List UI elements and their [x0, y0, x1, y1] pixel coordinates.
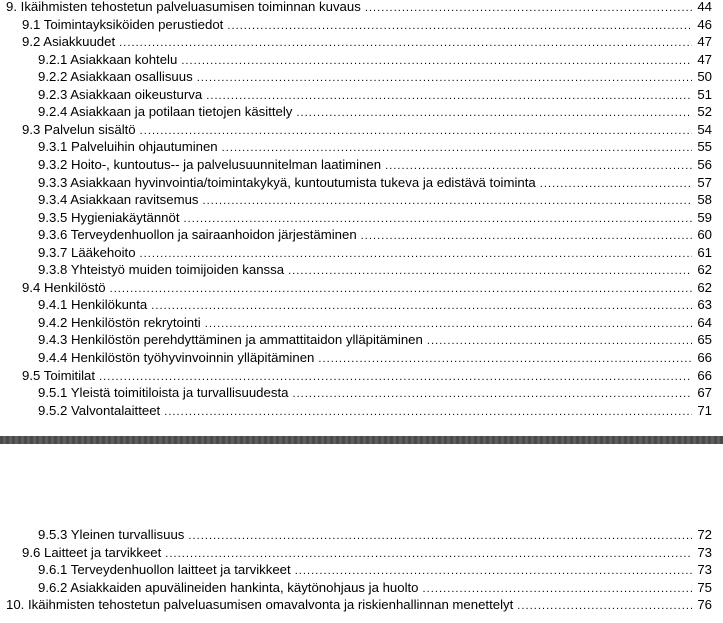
- toc-entry-title: 9.5.2 Valvontalaitteet: [38, 402, 161, 418]
- toc-entry[interactable]: [0, 384, 712, 401]
- toc-entry[interactable]: [0, 138, 712, 155]
- toc-entry-title: 9.3.8 Yhteistyö muiden toimijoiden kanssa: [38, 262, 285, 278]
- toc-entry[interactable]: [0, 296, 712, 313]
- toc-entry[interactable]: [0, 174, 712, 191]
- toc-entry[interactable]: [0, 279, 712, 296]
- toc-entry-title: 9.5.3 Yleinen turvallisuus: [38, 527, 185, 542]
- toc-entry-page-number: 54: [697, 121, 712, 137]
- toc-entry-title: 9.3.6 Terveydenhuollon ja sairaanhoidon järjestäminen: [38, 227, 357, 243]
- toc-dot-leader: [365, 0, 692, 17]
- toc-entry[interactable]: [0, 103, 712, 120]
- toc-entry-page-number: 63: [697, 297, 712, 313]
- toc-entry-title: 9.1 Toimintayksiköiden perustiedot: [22, 16, 224, 32]
- toc-entry-page-number: 71: [697, 402, 712, 418]
- toc-entry-page-number: 64: [697, 314, 712, 330]
- toc-entry-title: 9.4 Henkilöstö: [22, 279, 106, 295]
- toc-entry-page-number: 50: [697, 69, 712, 85]
- toc-entry-title: 9.4.3 Henkilöstön perehdyttäminen ja ammattitaidon ylläpitäminen: [38, 332, 423, 348]
- toc-dot-leader: [164, 404, 692, 421]
- toc-entry-page-number: 66: [697, 367, 712, 383]
- toc-entry-title: 9. Ikäihmisten tehostetun palveluasumisen toiminnan kuvaus: [6, 0, 361, 14]
- toc-dot-leader: [361, 228, 692, 245]
- toc-entry-page-number: 62: [697, 262, 712, 278]
- toc-entry-page-number: 58: [697, 192, 712, 208]
- toc-entry[interactable]: [0, 331, 712, 348]
- toc-dot-leader: [423, 581, 692, 598]
- toc-entry[interactable]: [0, 68, 712, 85]
- toc-dot-leader: [227, 18, 692, 35]
- toc-entry[interactable]: [0, 33, 712, 50]
- toc-entry-page-number: 62: [697, 279, 712, 295]
- toc-dot-leader: [197, 70, 692, 87]
- toc-entry-title: 9.3.3 Asiakkaan hyvinvointia/toimintakykyä, kuntoutumista tukeva ja edistävä toiminta: [38, 174, 536, 190]
- toc-entry[interactable]: [0, 16, 712, 33]
- toc-entry-page-number: 56: [697, 156, 712, 172]
- toc-entry[interactable]: [0, 244, 712, 261]
- toc-entry-title: 9.2 Asiakkuudet: [22, 34, 116, 50]
- toc-dot-leader: [110, 281, 692, 298]
- toc-entry[interactable]: [0, 261, 712, 278]
- toc-dot-leader: [318, 351, 692, 368]
- toc-entry-page-number: 73: [697, 544, 712, 560]
- toc-entry-title: 9.2.1 Asiakkaan kohtelu: [38, 51, 178, 67]
- toc-entry-title: 9.5.1 Yleistä toimitiloista ja turvallisuudesta: [38, 385, 289, 401]
- toc-dot-leader: [296, 105, 692, 122]
- toc-entry-title: 9.2.3 Asiakkaan oikeusturva: [38, 86, 203, 102]
- toc-entry-title: 9.3.4 Asiakkaan ravitsemus: [38, 192, 199, 208]
- toc-dot-leader: [99, 369, 692, 386]
- toc-entry[interactable]: [0, 0, 712, 15]
- toc-entry-page-number: 47: [697, 34, 712, 50]
- toc-entry-title: 9.2.4 Asiakkaan ja potilaan tietojen käsittely: [38, 104, 293, 120]
- toc-dot-leader: [151, 298, 692, 315]
- toc-dot-leader: [140, 246, 692, 263]
- toc-dot-leader: [119, 35, 692, 52]
- toc-dot-leader: [181, 53, 692, 70]
- toc-entry-page-number: 46: [697, 16, 712, 32]
- toc-entry[interactable]: [0, 596, 712, 613]
- toc-entry-title: 9.2.2 Asiakkaan osallisuus: [38, 69, 193, 85]
- toc-entry-title: 10. Ikäihmisten tehostetun palveluasumisen omavalvonta ja riskienhallinnan menettelyt: [6, 597, 514, 613]
- toc-entry[interactable]: [0, 314, 712, 331]
- toc-dot-leader: [292, 386, 692, 403]
- toc-entry-page-number: 72: [697, 527, 712, 542]
- toc-dot-leader: [288, 263, 692, 280]
- toc-entry[interactable]: [0, 226, 712, 243]
- toc-entry-title: 9.5 Toimitilat: [22, 367, 96, 383]
- toc-dot-leader: [140, 123, 692, 140]
- toc-dot-leader: [295, 563, 692, 580]
- toc-dot-leader: [205, 316, 692, 333]
- toc-dot-leader: [165, 546, 692, 563]
- toc-entry-page-number: 73: [697, 562, 712, 578]
- toc-entry[interactable]: [0, 191, 712, 208]
- toc-entry-page-number: 57: [697, 174, 712, 190]
- document-page-2: [0, 470, 723, 623]
- toc-dot-leader: [184, 211, 693, 228]
- toc-entry-page-number: 67: [697, 385, 712, 401]
- toc-entry-title: 9.6 Laitteet ja tarvikkeet: [22, 544, 162, 560]
- toc-entry-page-number: 55: [697, 139, 712, 155]
- toc-dot-leader: [203, 193, 692, 210]
- toc-entry[interactable]: [0, 561, 712, 578]
- toc-entry[interactable]: [0, 579, 712, 596]
- toc-entry[interactable]: [0, 156, 712, 173]
- toc-entry[interactable]: [0, 544, 712, 561]
- toc-entry-title: 9.4.2 Henkilöstön rekrytointi: [38, 314, 201, 330]
- toc-dot-leader: [385, 158, 692, 175]
- toc-entry-title: 9.3.2 Hoito-, kuntoutus-- ja palvelusuunnitelman laatiminen: [38, 156, 382, 172]
- toc-dot-leader: [517, 598, 692, 615]
- toc-dot-leader: [427, 333, 692, 350]
- toc-entry-page-number: 66: [697, 350, 712, 365]
- page-separator: [0, 430, 723, 470]
- toc-entry[interactable]: [0, 526, 712, 543]
- toc-entry-title: 9.3.7 Lääkehoito: [38, 244, 136, 260]
- toc-entry-page-number: 61: [697, 244, 712, 260]
- toc-entry-page-number: 59: [697, 209, 712, 225]
- toc-entry[interactable]: [0, 121, 712, 138]
- toc-entry-title: 9.4.1 Henkilökunta: [38, 297, 148, 313]
- toc-entry[interactable]: [0, 51, 712, 68]
- toc-entry-page-number: 51: [697, 86, 712, 102]
- toc-entry-title: 9.4.4 Henkilöstön työhyvinvoinnin ylläpitäminen: [38, 350, 315, 365]
- toc-entry[interactable]: [0, 349, 712, 366]
- toc-entry-page-number: 75: [697, 579, 712, 595]
- toc-dot-leader: [188, 528, 692, 545]
- toc-dot-leader: [222, 140, 692, 157]
- toc-entry-page-number: 47: [697, 51, 712, 67]
- toc-entry-page-number: 44: [697, 0, 712, 14]
- toc-entry[interactable]: [0, 402, 712, 419]
- toc-entry-page-number: 60: [697, 227, 712, 243]
- toc-entry-title: 9.3 Palvelun sisältö: [22, 121, 136, 137]
- toc-dot-leader: [206, 88, 692, 105]
- toc-entry-page-number: 52: [697, 104, 712, 120]
- toc-entry-page-number: 76: [697, 597, 712, 613]
- toc-entry-title: 9.6.1 Terveydenhuollon laitteet ja tarvikkeet: [38, 562, 291, 578]
- toc-entry-page-number: 65: [697, 332, 712, 348]
- toc-entry-title: 9.3.5 Hygieniakäytännöt: [38, 209, 180, 225]
- toc-entry[interactable]: [0, 86, 712, 103]
- toc-entry[interactable]: [0, 209, 712, 226]
- toc-entry[interactable]: [0, 367, 712, 384]
- page-separator-bar: [0, 436, 723, 444]
- toc-entry-title: 9.6.2 Asiakkaiden apuvälineiden hankinta, käytönohjaus ja huolto: [38, 579, 419, 595]
- toc-entry-title: 9.3.1 Palveluihin ohjautuminen: [38, 139, 218, 155]
- toc-dot-leader: [540, 176, 692, 193]
